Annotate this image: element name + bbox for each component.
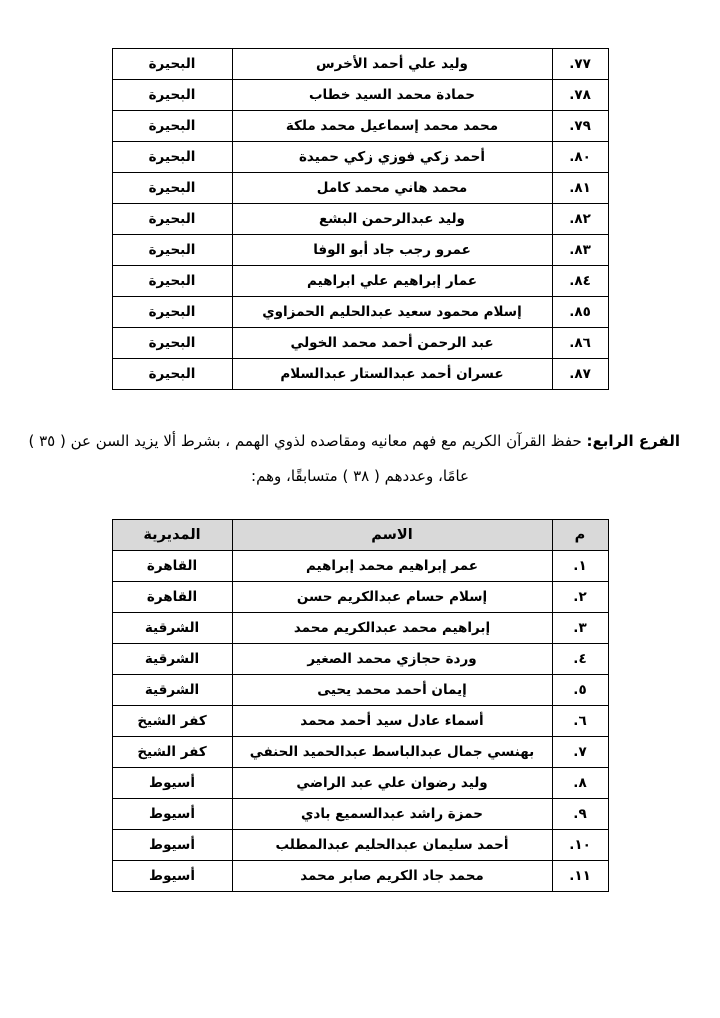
contestant-name: محمد هاني محمد كامل: [232, 173, 552, 204]
contestant-name: أحمد سليمان عبدالحليم عبدالمطلب: [232, 830, 552, 861]
governorate: البحيرة: [112, 80, 232, 111]
contestant-name: محمد جاد الكريم صابر محمد: [232, 861, 552, 892]
governorate: أسيوط: [112, 799, 232, 830]
table-row: [112, 235, 608, 266]
row-number: ٧.: [552, 737, 608, 768]
table-row: [112, 737, 608, 768]
contestant-name: بهنسي جمال عبدالباسط عبدالحميد الحنفي: [232, 737, 552, 768]
contestant-name: أسماء عادل سيد أحمد محمد: [232, 706, 552, 737]
row-number: ٢.: [552, 582, 608, 613]
governorate: البحيرة: [112, 235, 232, 266]
section-intro: [28, 424, 680, 493]
row-number: ٨١.: [552, 173, 608, 204]
governorate: البحيرة: [112, 142, 232, 173]
contestant-name: حمزة راشد عبدالسميع بادي: [232, 799, 552, 830]
governorate: كفر الشيخ: [112, 737, 232, 768]
row-number: ٨٢.: [552, 204, 608, 235]
row-number: ٨٣.: [552, 235, 608, 266]
row-number: ٤.: [552, 644, 608, 675]
governorate: البحيرة: [112, 297, 232, 328]
contestant-name: إبراهيم محمد عبدالكريم محمد: [232, 613, 552, 644]
contestant-name: حمادة محمد السيد خطاب: [232, 80, 552, 111]
governorate: الشرقية: [112, 613, 232, 644]
contestant-name: إيمان أحمد محمد يحيى: [232, 675, 552, 706]
row-number: ١١.: [552, 861, 608, 892]
table-row: [112, 551, 608, 582]
contestant-name: محمد محمد إسماعيل محمد ملكة: [232, 111, 552, 142]
header-number: م: [552, 520, 608, 551]
table-row: [112, 582, 608, 613]
table-row: [112, 799, 608, 830]
governorate: البحيرة: [112, 49, 232, 80]
governorate: القاهرة: [112, 551, 232, 582]
governorate: البحيرة: [112, 359, 232, 390]
contestant-name: وليد علي أحمد الأخرس: [232, 49, 552, 80]
governorate: القاهرة: [112, 582, 232, 613]
table-row: [112, 359, 608, 390]
governorate: البحيرة: [112, 111, 232, 142]
contestant-name: عمرو رجب جاد أبو الوفا: [232, 235, 552, 266]
row-number: ٨٤.: [552, 266, 608, 297]
row-number: ٧٩.: [552, 111, 608, 142]
table-row: [112, 204, 608, 235]
row-number: ٨٦.: [552, 328, 608, 359]
governorate: أسيوط: [112, 861, 232, 892]
table-row: [112, 644, 608, 675]
table-header-row: [112, 520, 608, 551]
table-row: [112, 173, 608, 204]
governorate: أسيوط: [112, 830, 232, 861]
governorate: البحيرة: [112, 173, 232, 204]
header-governorate: المديرية: [112, 520, 232, 551]
contestant-name: عسران أحمد عبدالستار عبدالسلام: [232, 359, 552, 390]
table-row: [112, 675, 608, 706]
governorate: كفر الشيخ: [112, 706, 232, 737]
contestants-table-continued: [112, 48, 609, 390]
table-row: [112, 297, 608, 328]
section-intro-line1: [28, 424, 680, 459]
table-row: [112, 266, 608, 297]
table-row: [112, 861, 608, 892]
row-number: ٧٧.: [552, 49, 608, 80]
row-number: ٨٠.: [552, 142, 608, 173]
row-number: ٦.: [552, 706, 608, 737]
contestant-name: وليد رضوان علي عبد الراضي: [232, 768, 552, 799]
contestant-name: وردة حجازي محمد الصغير: [232, 644, 552, 675]
governorate: البحيرة: [112, 328, 232, 359]
row-number: ٨.: [552, 768, 608, 799]
header-name: الاسم: [232, 520, 552, 551]
table-row: [112, 706, 608, 737]
contestant-name: إسلام حسام عبدالكريم حسن: [232, 582, 552, 613]
table-row: [112, 830, 608, 861]
table-row: [112, 142, 608, 173]
table-row: [112, 328, 608, 359]
row-number: ١٠.: [552, 830, 608, 861]
contestants-table-branch4: [112, 519, 609, 892]
governorate: البحيرة: [112, 266, 232, 297]
contestant-name: عمار إبراهيم علي ابراهيم: [232, 266, 552, 297]
section-intro-line2: عامًا، وعددهم ( ٣٨ ) متسابقًا، وهم:: [251, 466, 469, 485]
row-number: ٧٨.: [552, 80, 608, 111]
section-text: حفظ القرآن الكريم مع فهم معانيه ومقاصده لذوي الهمم ، بشرط ألا يزيد السن عن ( ٣٥ ): [28, 432, 582, 450]
section-heading: الفرع الرابع:: [586, 432, 680, 450]
row-number: ٩.: [552, 799, 608, 830]
table-row: [112, 768, 608, 799]
table-row: [112, 49, 608, 80]
table-row: [112, 613, 608, 644]
governorate: الشرقية: [112, 675, 232, 706]
contestant-name: عمر إبراهيم محمد إبراهيم: [232, 551, 552, 582]
contestant-name: عبد الرحمن أحمد محمد الخولي: [232, 328, 552, 359]
contestant-name: إسلام محمود سعيد عبدالحليم الحمزاوي: [232, 297, 552, 328]
table-row: [112, 111, 608, 142]
row-number: ٥.: [552, 675, 608, 706]
row-number: ٣.: [552, 613, 608, 644]
table-row: [112, 80, 608, 111]
row-number: ١.: [552, 551, 608, 582]
row-number: ٨٥.: [552, 297, 608, 328]
governorate: البحيرة: [112, 204, 232, 235]
row-number: ٨٧.: [552, 359, 608, 390]
governorate: الشرقية: [112, 644, 232, 675]
governorate: أسيوط: [112, 768, 232, 799]
contestant-name: وليد عبدالرحمن البشع: [232, 204, 552, 235]
contestant-name: أحمد زكي فوزي زكي حميدة: [232, 142, 552, 173]
